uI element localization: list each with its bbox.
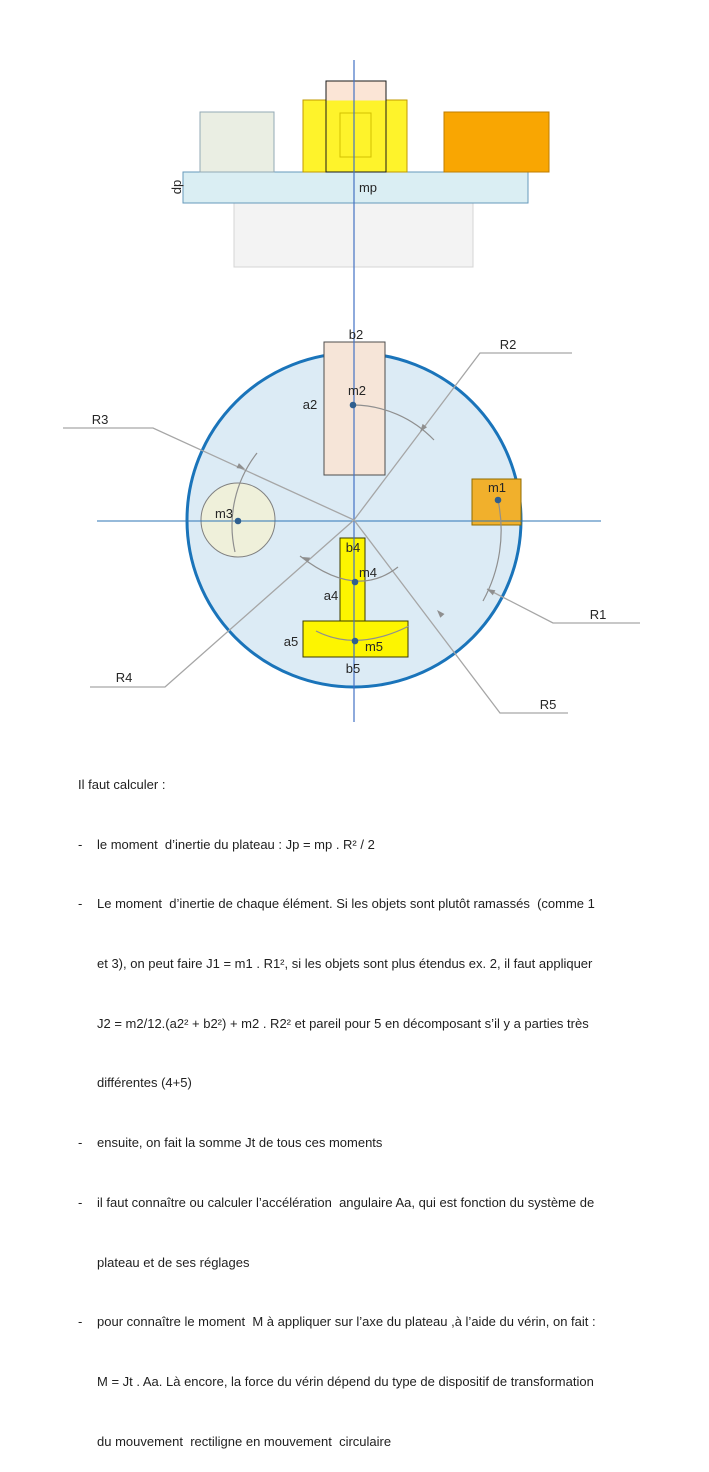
dot-m3 <box>235 518 242 525</box>
dot-m2 <box>350 402 357 409</box>
label-m3: m3 <box>214 506 234 521</box>
bullet-line: J2 = m2/12.(a2² + b2²) + m2 . R2² et pareil pour 5 en décomposant s’il y a parties très <box>97 1015 589 1031</box>
dot-m5 <box>352 638 359 645</box>
side-block-yellow <box>303 100 407 172</box>
label-m1: m1 <box>487 480 507 495</box>
leader-r1 <box>487 589 640 623</box>
label-b5: b5 <box>345 661 361 676</box>
bullet-line: et 3), on peut faire J1 = m1 . R1², si les objets sont plus étendus ex. 2, il faut appliquer <box>97 955 593 971</box>
dot-m4 <box>352 579 359 586</box>
label-r2: R2 <box>499 337 517 352</box>
side-block-orange <box>444 112 549 172</box>
label-b4: b4 <box>345 540 361 555</box>
label-r5: R5 <box>539 697 557 712</box>
bullet-dash: - <box>78 836 83 852</box>
bullet-line: différentes (4+5) <box>97 1075 192 1091</box>
label-r1: R1 <box>589 607 607 622</box>
label-a4: a4 <box>323 588 339 603</box>
text-title: Il faut calculer : <box>78 776 166 792</box>
bullet-dash: - <box>78 1194 83 1210</box>
bullet-line: - Le moment d’inertie de chaque élément. Si les objets sont plutôt ramassés (comme 1 <box>78 894 698 914</box>
bullet-line: M = Jt . Aa. Là encore, la force du vérin dépend du type de dispositif de transformation <box>97 1374 594 1389</box>
label-r3: R3 <box>91 412 109 427</box>
label-r4: R4 <box>115 670 133 685</box>
bullet-dash: - <box>78 896 83 912</box>
side-block-pink-fill <box>327 82 386 101</box>
bullet-dash: - <box>78 1135 83 1151</box>
label-dp: dp <box>169 179 184 195</box>
bullet-line: plateau et de ses réglages <box>97 1254 250 1270</box>
bullet-line: du mouvement rectiligne en mouvement circulaire <box>97 1433 392 1449</box>
label-m2: m2 <box>347 383 367 398</box>
label-mp: mp <box>358 180 378 195</box>
side-block-left <box>200 112 274 172</box>
dot-m1 <box>495 497 502 504</box>
side-plate <box>183 172 528 203</box>
bullet-dash: - <box>78 1314 83 1330</box>
label-m4: m4 <box>358 565 378 580</box>
label-b2: b2 <box>348 327 364 342</box>
bullet-line: - le moment d’inertie du plateau : Jp = mp . R² / 2 <box>78 835 698 855</box>
label-a2: a2 <box>302 397 318 412</box>
explanation-text-block <box>78 735 698 1472</box>
bullet-line: - pour connaître le moment M à appliquer sur l’axe du plateau ,à l’aide du vérin, on fait : <box>78 1312 698 1332</box>
bullet-line: - il faut connaître ou calculer l’accélération angulaire Aa, qui est fonction du système de <box>78 1193 698 1213</box>
label-a5: a5 <box>283 634 299 649</box>
bullet-line: - ensuite, on fait la somme Jt de tous ces moments <box>78 1133 698 1153</box>
label-m5: m5 <box>364 639 384 654</box>
